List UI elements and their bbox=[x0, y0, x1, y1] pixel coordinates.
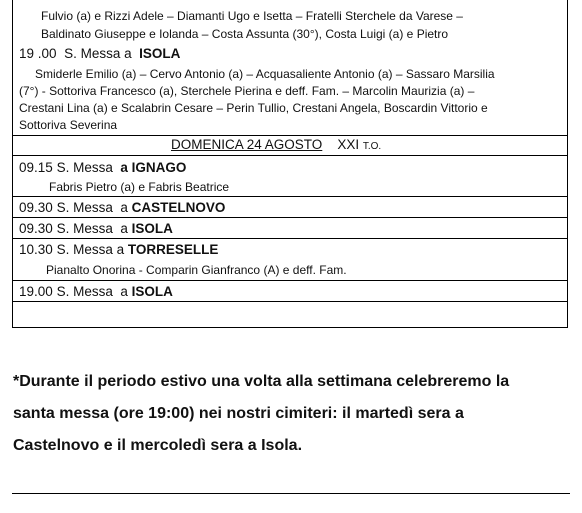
liturgical-abbrev: T.O. bbox=[362, 141, 382, 152]
liturgical-week: XXI bbox=[337, 137, 360, 152]
bottom-divider bbox=[12, 493, 570, 494]
row-divider bbox=[13, 217, 567, 218]
mass-place: ISOLA bbox=[131, 221, 173, 236]
mass-row-torreselle bbox=[19, 241, 218, 259]
names-line: (7°) - Sottoriva Francesco (a), Sterchele Pierina e deff. Fam. – Marcolin Maurizia (a) – bbox=[19, 84, 475, 98]
mass-place: IGNAGO bbox=[131, 160, 187, 175]
mass-label: S. Messa bbox=[56, 200, 113, 215]
note-line: Castelnovo e il mercoledì sera a Isola. bbox=[13, 437, 303, 454]
schedule-table bbox=[12, 0, 568, 328]
mass-prep: a bbox=[120, 284, 128, 299]
row-divider bbox=[13, 238, 567, 239]
mass-label: S. Messa a bbox=[64, 46, 132, 61]
mass-row-ignago bbox=[19, 159, 186, 177]
names-line: Baldinato Giuseppe e Iolanda – Costa Assunta (30°), Costa Luigi (a) e Pietro bbox=[41, 27, 449, 41]
names-line: Crestani Lina (a) e Scalabrin Cesare – Perin Tullio, Crestani Angela, Boscardin Vittorio e bbox=[19, 101, 488, 115]
row-divider bbox=[13, 196, 567, 197]
names-line: Smiderle Emilio (a) – Cervo Antonio (a) – Acquasaliente Antonio (a) – Sassaro Marsilia bbox=[35, 67, 495, 81]
row-divider bbox=[13, 301, 567, 302]
mass-row-castelnovo bbox=[19, 199, 225, 217]
mass-row-isola-saturday bbox=[19, 45, 180, 63]
mass-time: 19 .00 bbox=[19, 46, 57, 61]
names-line: Fulvio (a) e Rizzi Adele – Diamanti Ugo e Isetta – Fratelli Sterchele da Varese – bbox=[41, 9, 463, 23]
names-line: Pianalto Onorina - Comparin Gianfranco (A) e deff. Fam. bbox=[46, 263, 347, 277]
names-line: Sottoriva Severina bbox=[19, 118, 118, 132]
row-divider bbox=[13, 155, 567, 156]
mass-place: ISOLA bbox=[131, 284, 173, 299]
mass-time: 09.15 bbox=[19, 160, 53, 175]
mass-row-isola bbox=[19, 220, 173, 238]
note-line: santa messa (ore 19:00) nei nostri cimiteri: il martedì sera a bbox=[13, 405, 464, 422]
mass-time: 09.30 bbox=[19, 200, 53, 215]
mass-place: ISOLA bbox=[139, 46, 181, 61]
mass-prep: a bbox=[116, 242, 125, 257]
mass-label: S. Messa bbox=[56, 284, 113, 299]
cemetery-mass-note bbox=[13, 366, 579, 462]
mass-time: 09.30 bbox=[19, 221, 53, 236]
mass-time: 10.30 bbox=[19, 242, 53, 257]
day-header bbox=[171, 136, 381, 156]
names-line: Fabris Pietro (a) e Fabris Beatrice bbox=[49, 180, 230, 194]
mass-time: 19.00 bbox=[19, 284, 53, 299]
mass-place: TORRESELLE bbox=[127, 242, 219, 257]
mass-prep: a bbox=[120, 160, 128, 175]
mass-prep: a bbox=[120, 200, 128, 215]
mass-place: CASTELNOVO bbox=[131, 200, 226, 215]
mass-label: S. Messa bbox=[56, 242, 113, 257]
mass-label: S. Messa bbox=[56, 160, 113, 175]
mass-row-isola-evening bbox=[19, 283, 173, 301]
row-divider bbox=[13, 280, 567, 281]
note-line: *Durante il periodo estivo una volta alla settimana celebreremo la bbox=[13, 373, 510, 390]
day-title: DOMENICA 24 AGOSTO bbox=[171, 137, 323, 152]
mass-label: S. Messa bbox=[56, 221, 113, 236]
mass-prep: a bbox=[120, 221, 128, 236]
